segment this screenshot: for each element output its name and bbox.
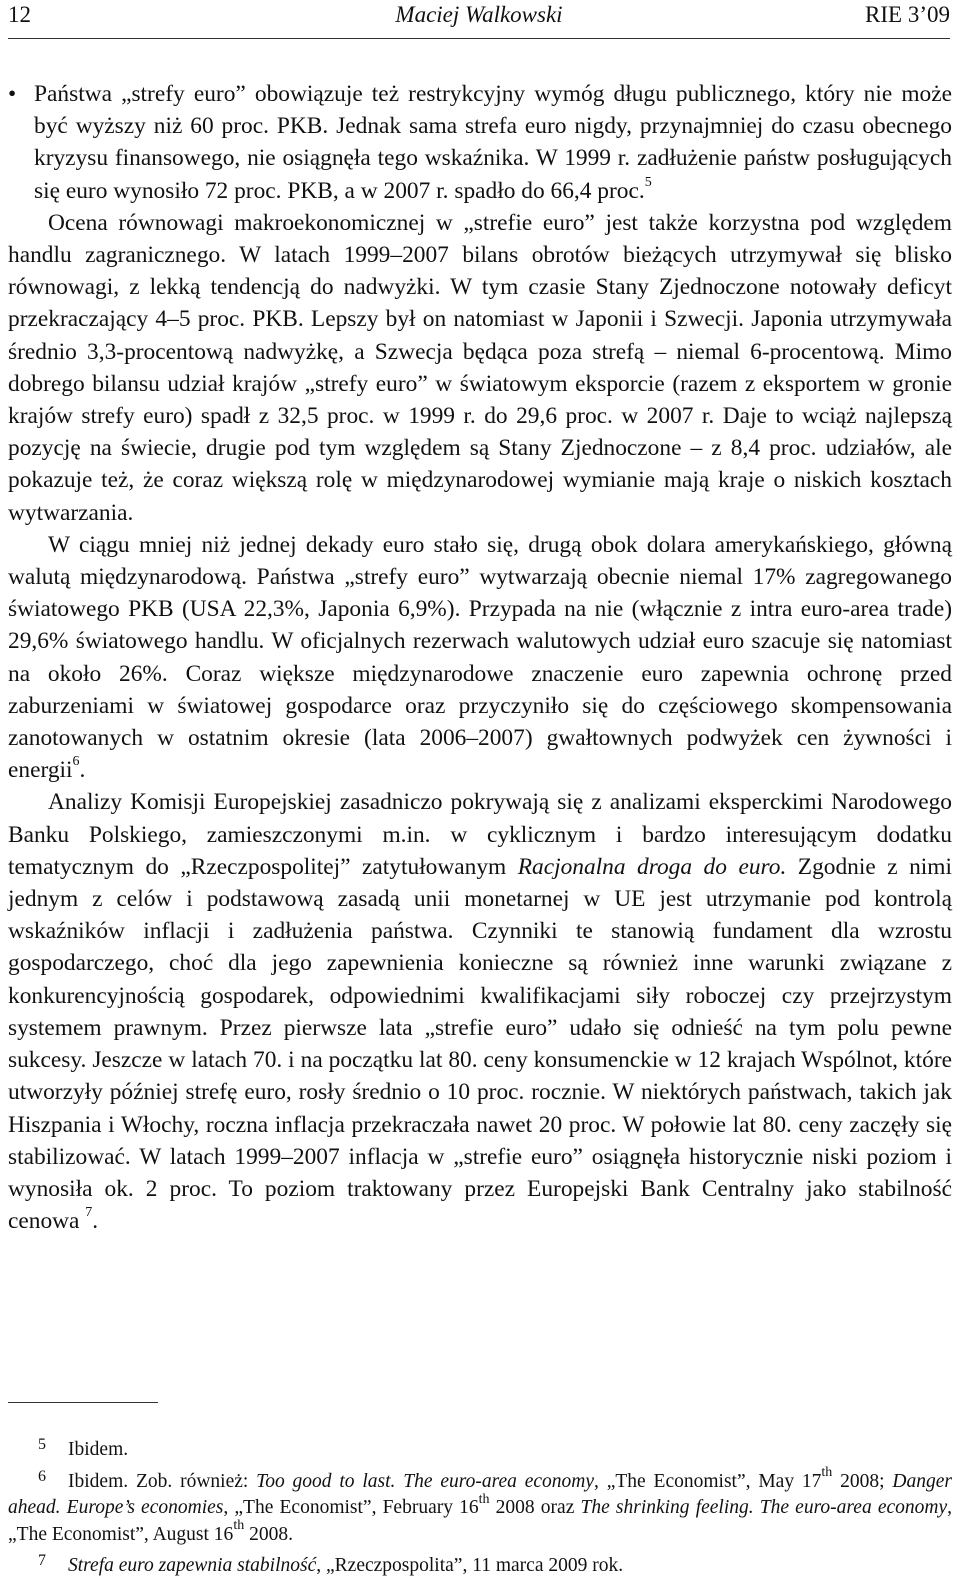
paragraph-4-italic-title: Racjonalna droga do euro.: [517, 853, 787, 880]
footnote-5-number: 5: [38, 1436, 46, 1453]
main-text: [8, 78, 952, 1237]
footnote-6-text-d: , „The Economist”, February 16: [223, 1497, 479, 1518]
footnote-5: [8, 1432, 952, 1464]
footnote-6-ordinal-2: th: [478, 1491, 490, 1507]
footnote-6-number: 6: [38, 1467, 46, 1485]
footnote-6-title-3: The shrinking feeling. The euro-area economy: [580, 1497, 948, 1518]
footnote-ref-7[interactable]: 7: [85, 1205, 93, 1221]
footnote-6-text-c: 2008;: [832, 1470, 893, 1492]
footnotes: [8, 1432, 952, 1580]
paragraph-2-text: Ocena równowagi makroekonomicznej w „strefie euro” jest także korzystna pod względem handlu zagranicznego. W latach 1999–2007 bilans obrotów bieżących utrzymywał się blisko równowagi, z lekką tendencją do nadwyżki. W tym czasie Stany Zjednoczone notowały deficyt przekraczający 4–5 proc. PKB. Lepszy był on natomiast w Japonii i Szwecji. Japonia utrzymywała średnio 3,3-procentową nadwyżkę, a Szwecja będąca poza strefą – niemal 6-procentową. Mimo dobrego bilansu udział krajów „strefy euro” w światowym eksporcie (razem z eksportem w gronie krajów strefy euro) spadł z 32,5 proc. w 1999 r. do 29,6 proc. w 2007 r. Daje to wciąż najlepszą pozycję na świecie, drugie pod tym względem są Stany Zjednoczone – z 8,4 proc. udziałów, ale pokazuje też, że coraz większą rolę w międzynarodowej wymianie mają kraje o niskich kosztach wytwarzania.: [8, 209, 952, 526]
page-number: 12: [8, 2, 31, 27]
footnote-7-text: , „Rzeczpospolita”, 11 marca 2009 rok.: [316, 1555, 624, 1576]
footnote-6-text-a: Ibidem. Zob. również:: [68, 1470, 257, 1492]
header-rule: [8, 38, 950, 39]
footnote-6-title-2: Danger ahead. Europe’s economies: [8, 1470, 952, 1518]
footnote-7-title: Strefa euro zapewnia stabilność: [68, 1555, 317, 1576]
footnote-7: [8, 1548, 952, 1580]
paragraph-3-end: .: [79, 757, 86, 784]
paragraph-4-text-b: Zgodnie z nimi jednym z celów i podstawową zasadą unii monetarnej w UE jest utrzymanie pod kontrolą wskaźników inflacji i zadłużenia państwa. Czynniki te stanowią fundament dla wzrostu gospodarczego, choć dla jego zapewnienia konieczne są również inne warunki związane z konkurencyjnością gospodarek, odpowiednimi kwalifikacjami siły roboczej czy przejrzystym systemem prawnym. Przez pierwsze lata „strefie euro” udało się odnieść na tym polu pewne sukcesy. Jeszcze w latach 70. i na początku lat 80. ceny konsumenckie w 12 krajach Wspólnot, które utworzyły później strefę euro, rosły średnio o 10 proc. rocznie. W niektórych państwach, takich jak Hiszpania i Włochy, roczna inflacja przekraczała nawet 20 proc. W połowie lat 80. ceny zaczęły się stabilizować. W latach 1999–2007 inflacja w „strefie euro” osiągnęła historycznie niski poziom i wynosiła ok. 2 proc. To poziom traktowany przez Europejski Bank Centralny jako stabilność cenowa: [8, 853, 952, 1235]
paragraph-4-text-a: Analizy Komisji Europejskiej zasadniczo pokrywają się z analizami eksperckimi Narodowego Banku Polskiego, zamieszczonymi m.in. w cyklicznym i bardzo interesującym dodatku tematycznym do „Rzeczpospolitej” zatytułowanym: [8, 789, 952, 880]
footnote-6-text-g: 2008.: [244, 1523, 293, 1545]
footnote-6-text-e: 2008 oraz: [489, 1497, 581, 1518]
running-author: Maciej Walkowski: [395, 2, 563, 27]
running-header: [8, 0, 950, 34]
footnote-6-ordinal-3: th: [233, 1518, 245, 1533]
paragraph-4: [8, 786, 952, 1237]
journal-issue: RIE 3’09: [865, 2, 950, 27]
paragraph-3: [8, 529, 952, 787]
paragraph-1-text: Państwa „strefy euro” obowiązuje też restrykcyjny wymóg długu publicznego, który nie może być wyższy niż 60 proc. PKB. Jednak sama strefa euro nigdy, przynajmniej do czasu obecnego kryzysu finansowego, nie osiągnęła tego wskaźnika. W 1999 r. zadłużenie państw posługujących się euro wynosiło 72 proc. PKB, a w 2007 r. spadło do 66,4 proc.: [34, 81, 952, 204]
footnote-6-title-1: Too good to last. The euro-area economy: [256, 1470, 595, 1492]
footnote-6: [8, 1464, 952, 1549]
footnote-rule: [8, 1402, 158, 1403]
footnote-ref-6[interactable]: 6: [72, 754, 80, 770]
footnote-7-number: 7: [38, 1552, 46, 1569]
footnote-ref-5[interactable]: 5: [644, 174, 652, 190]
paragraph-4-end: .: [92, 1208, 99, 1235]
footnote-6-text-b: , „The Economist”, May 17: [594, 1470, 822, 1492]
footnote-6-text-f: , „The Economist”, August 16: [8, 1497, 953, 1545]
bullet-paragraph: [8, 78, 952, 207]
paragraph-2: [8, 207, 952, 529]
footnote-5-text: Ibidem.: [68, 1439, 129, 1460]
paragraph-3-text: W ciągu mniej niż jednej dekady euro stało się, drugą obok dolara amerykańskiego, główną walutą międzynarodową. Państwa „strefy euro” wytwarzają obecnie niemal 17% zagregowanego światowego PKB (USA 22,3%, Japonia 6,9%). Przypada na nie (włącznie z intra euro-area trade) 29,6% światowego handlu. W oficjalnych rezerwach walutowych udział euro szacuje się natomiast na około 26%. Coraz większe międzynarodowe znaczenie euro zapewnia ochronę przed zaburzeniami w światowej gospodarce oraz przyczyniło się do częściowego skompensowania zanotowanych w ostatnim okresie (lata 2006–2007) gwałtownych podwyżek cen żywności i energii: [8, 531, 952, 784]
bullet-icon: •: [8, 81, 17, 107]
footnote-6-ordinal-1: th: [821, 1465, 833, 1480]
